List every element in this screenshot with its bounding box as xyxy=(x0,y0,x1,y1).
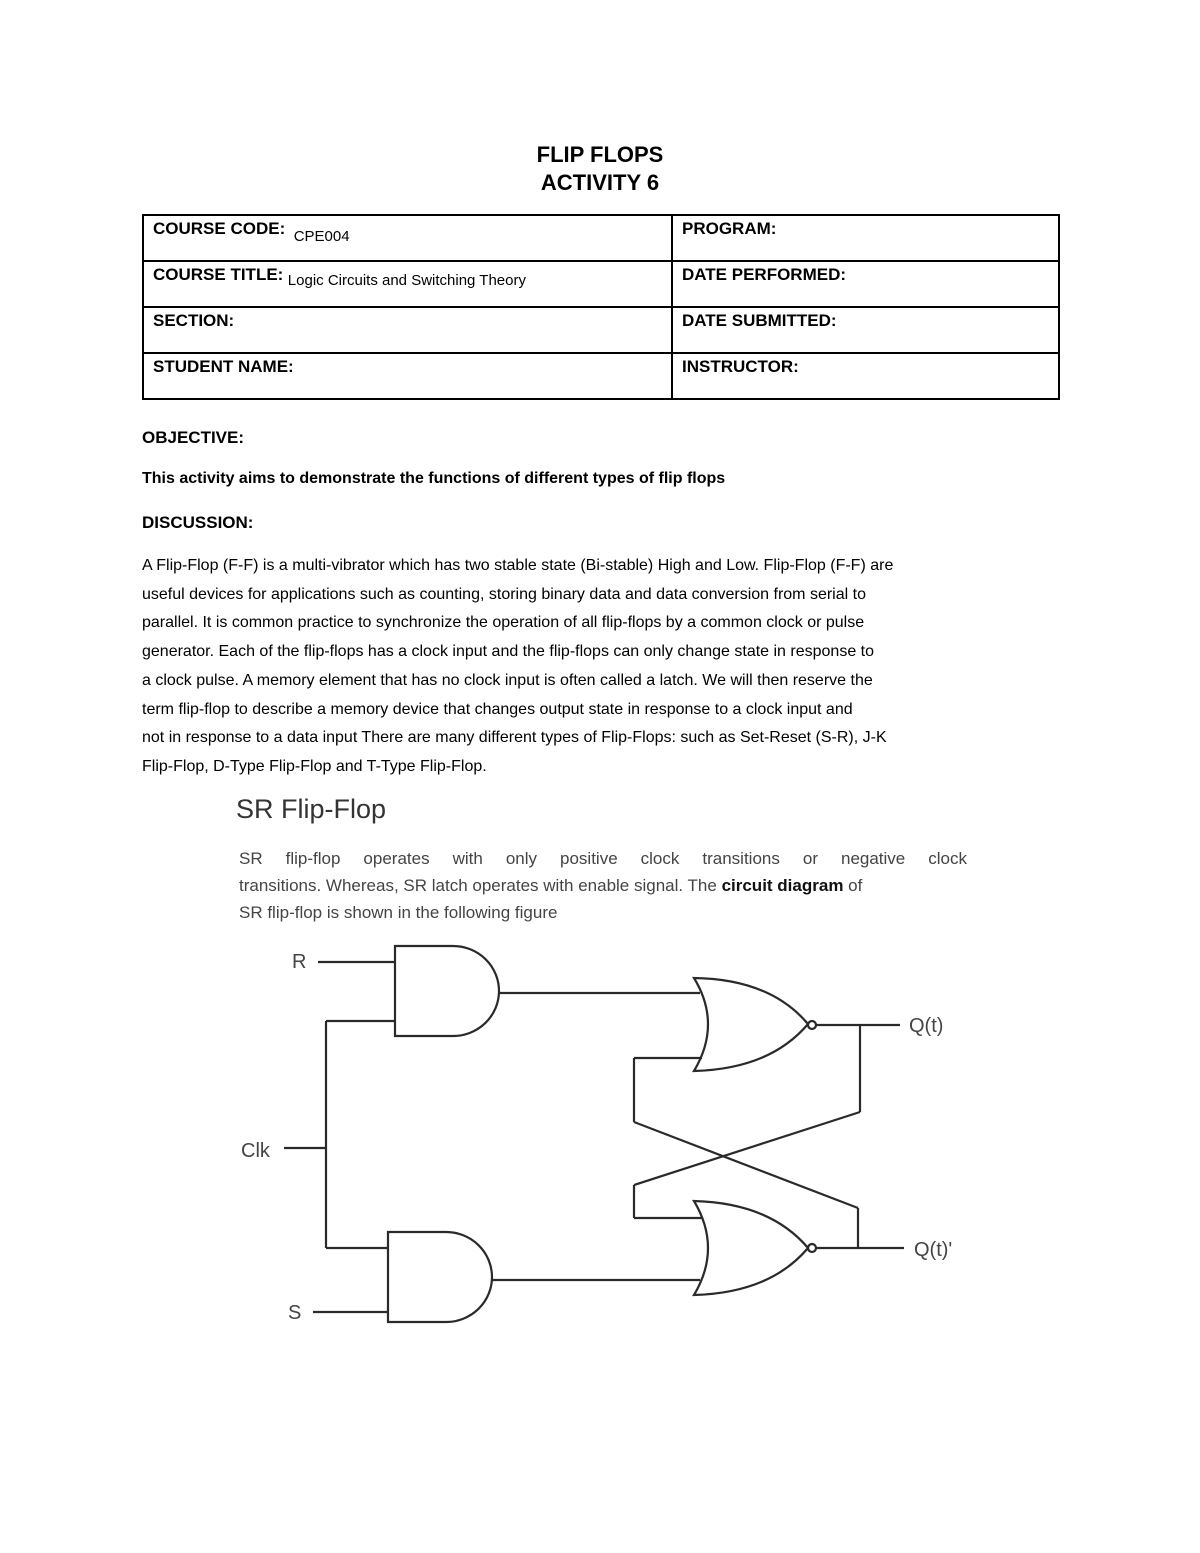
figure-desc-text: of xyxy=(843,876,863,895)
q-output-label: Q(t) xyxy=(909,1015,944,1037)
upper-nor-bubble xyxy=(808,1021,816,1029)
program-label: PROGRAM: xyxy=(682,219,777,238)
objective-text: This activity aims to demonstrate the functions of different types of flip flops xyxy=(142,470,726,487)
discussion-line: parallel. It is common practice to synchronize the operation of all flip-flops by a common clock or pulse xyxy=(142,614,865,632)
instructor-label: INSTRUCTOR: xyxy=(682,357,799,376)
course-code-value: CPE004 xyxy=(293,228,350,245)
circuit-diagram-term: circuit diagram xyxy=(721,876,844,895)
discussion-line: A Flip-Flop (F-F) is a multi-vibrator which has two stable state (Bi-stable) High and Low. Flip-Flop (F-F) are xyxy=(142,557,894,574)
discussion-line: not in response to a data input There are many different types of Flip-Flops: such as Set-Reset (S-R), J-K xyxy=(142,729,887,747)
objective-heading: OBJECTIVE: xyxy=(142,428,245,447)
lower-nor-gate xyxy=(694,1201,808,1295)
figure-desc-text: transitions. Whereas, SR latch operates with enable signal. The xyxy=(239,876,722,895)
lower-and-gate xyxy=(388,1232,492,1322)
figure-desc-line-1: SR flip-flop operates with only positive clock transitions or negative clock xyxy=(239,849,967,868)
r-label: R xyxy=(292,951,307,973)
upper-nor-gate xyxy=(694,978,808,1071)
date-submitted-label: DATE SUBMITTED: xyxy=(682,311,837,330)
q-feedback-cross xyxy=(634,1112,860,1185)
discussion-line: generator. Each of the flip-flops has a clock input and the flip-flops can only change state in response to xyxy=(142,643,875,661)
q-prime-feedback-cross xyxy=(634,1122,858,1208)
course-title-label: COURSE TITLE: xyxy=(153,265,284,284)
s-label: S xyxy=(288,1302,302,1324)
figure-desc-line-3: SR flip-flop is shown in the following figure xyxy=(239,903,558,922)
discussion-line: a clock pulse. A memory element that has no clock input is often called a latch. We will then reserve the xyxy=(142,671,873,689)
section-label: SECTION: xyxy=(153,311,235,330)
upper-and-gate xyxy=(395,946,499,1036)
discussion-line: useful devices for applications such as counting, storing binary data and data conversion from serial to xyxy=(142,585,866,603)
student-name-label: STUDENT NAME: xyxy=(153,357,294,376)
discussion-heading: DISCUSSION: xyxy=(142,513,254,532)
document-title: FLIP FLOPS xyxy=(536,142,664,167)
activity-number: ACTIVITY 6 xyxy=(540,170,660,195)
course-title-value: Logic Circuits and Switching Theory xyxy=(287,272,526,289)
discussion-line: Flip-Flop, D-Type Flip-Flop and T-Type Flip-Flop. xyxy=(142,757,487,775)
figure-title: SR Flip-Flop xyxy=(236,794,387,824)
discussion-line: term flip-flop to describe a memory device that changes output state in response to a clock input and xyxy=(142,700,853,718)
date-performed-label: DATE PERFORMED: xyxy=(682,265,847,284)
course-code-label: COURSE CODE: xyxy=(153,219,286,238)
clk-label: Clk xyxy=(241,1140,270,1162)
q-prime-output-label: Q(t)' xyxy=(914,1239,953,1261)
